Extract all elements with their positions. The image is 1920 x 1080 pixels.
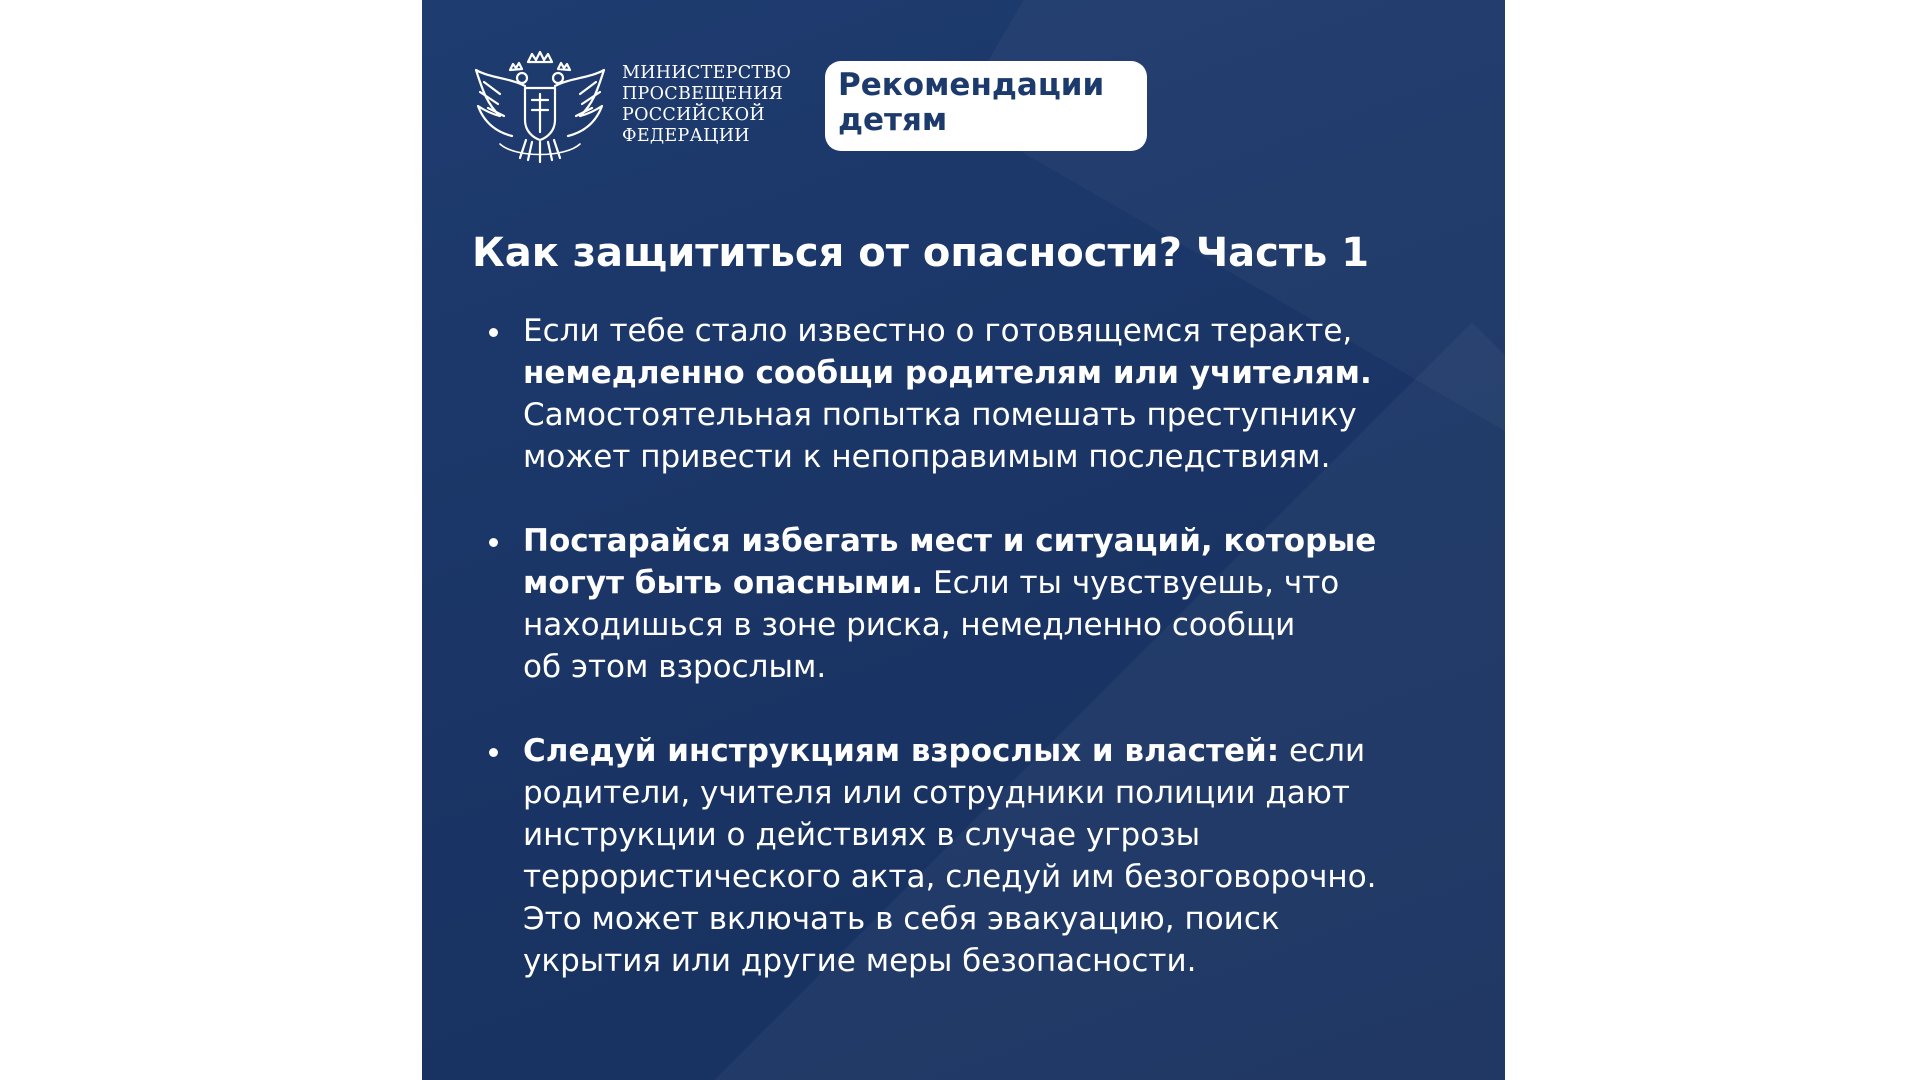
item-1-line-4: может привести к непоправимым последствиям. (523, 439, 1331, 475)
item-2-line-2-bold: могут быть опасными. (523, 565, 924, 601)
list-item (523, 730, 1483, 982)
badge-line-1: Рекомендации (838, 67, 1105, 103)
ministry-name (622, 63, 791, 147)
list-item (523, 310, 1483, 478)
item-2-line-3: находишься в зоне риска, немедленно сообщи (523, 607, 1296, 643)
item-3-line-2: родители, учителя или сотрудники полиции дают (523, 775, 1350, 811)
badge-line-2: детям (838, 102, 948, 138)
page-title: Как защититься от опасности? Часть 1 (472, 230, 1370, 276)
info-card (422, 0, 1505, 1080)
coat-of-arms-icon (470, 48, 610, 166)
item-2-line-4: об этом взрослым. (523, 649, 827, 685)
list-item (523, 520, 1483, 688)
ministry-line-3: РОССИЙСКОЙ (622, 105, 765, 125)
item-2-line-1: Постарайся избегать мест и ситуаций, которые (523, 523, 1377, 559)
item-3-line-1-bold: Следуй инструкциям взрослых и властей: (523, 733, 1280, 769)
item-1-line-2: немедленно сообщи родителям или учителям. (523, 355, 1372, 391)
recommendations-list (523, 310, 1483, 1024)
item-3-line-6: укрытия или другие меры безопасности. (523, 943, 1197, 979)
item-3-line-4: террористического акта, следуй им безоговорочно. (523, 859, 1377, 895)
item-3-line-5: Это может включать в себя эвакуацию, поиск (523, 901, 1280, 937)
item-1-line-1: Если тебе стало известно о готовящемся теракте, (523, 313, 1353, 349)
ministry-line-1: МИНИСТЕРСТВО (622, 63, 792, 83)
item-1-line-3: Самостоятельная попытка помешать преступнику (523, 397, 1357, 433)
ministry-line-2: ПРОСВЕЩЕНИЯ (622, 84, 784, 104)
item-2-line-2-rest: Если ты чувствуешь, что (923, 565, 1340, 601)
item-3-line-3: инструкции о действиях в случае угрозы (523, 817, 1201, 853)
category-badge (825, 61, 1147, 151)
ministry-line-4: ФЕДЕРАЦИИ (622, 126, 750, 146)
item-3-line-1-rest: если (1279, 733, 1366, 769)
